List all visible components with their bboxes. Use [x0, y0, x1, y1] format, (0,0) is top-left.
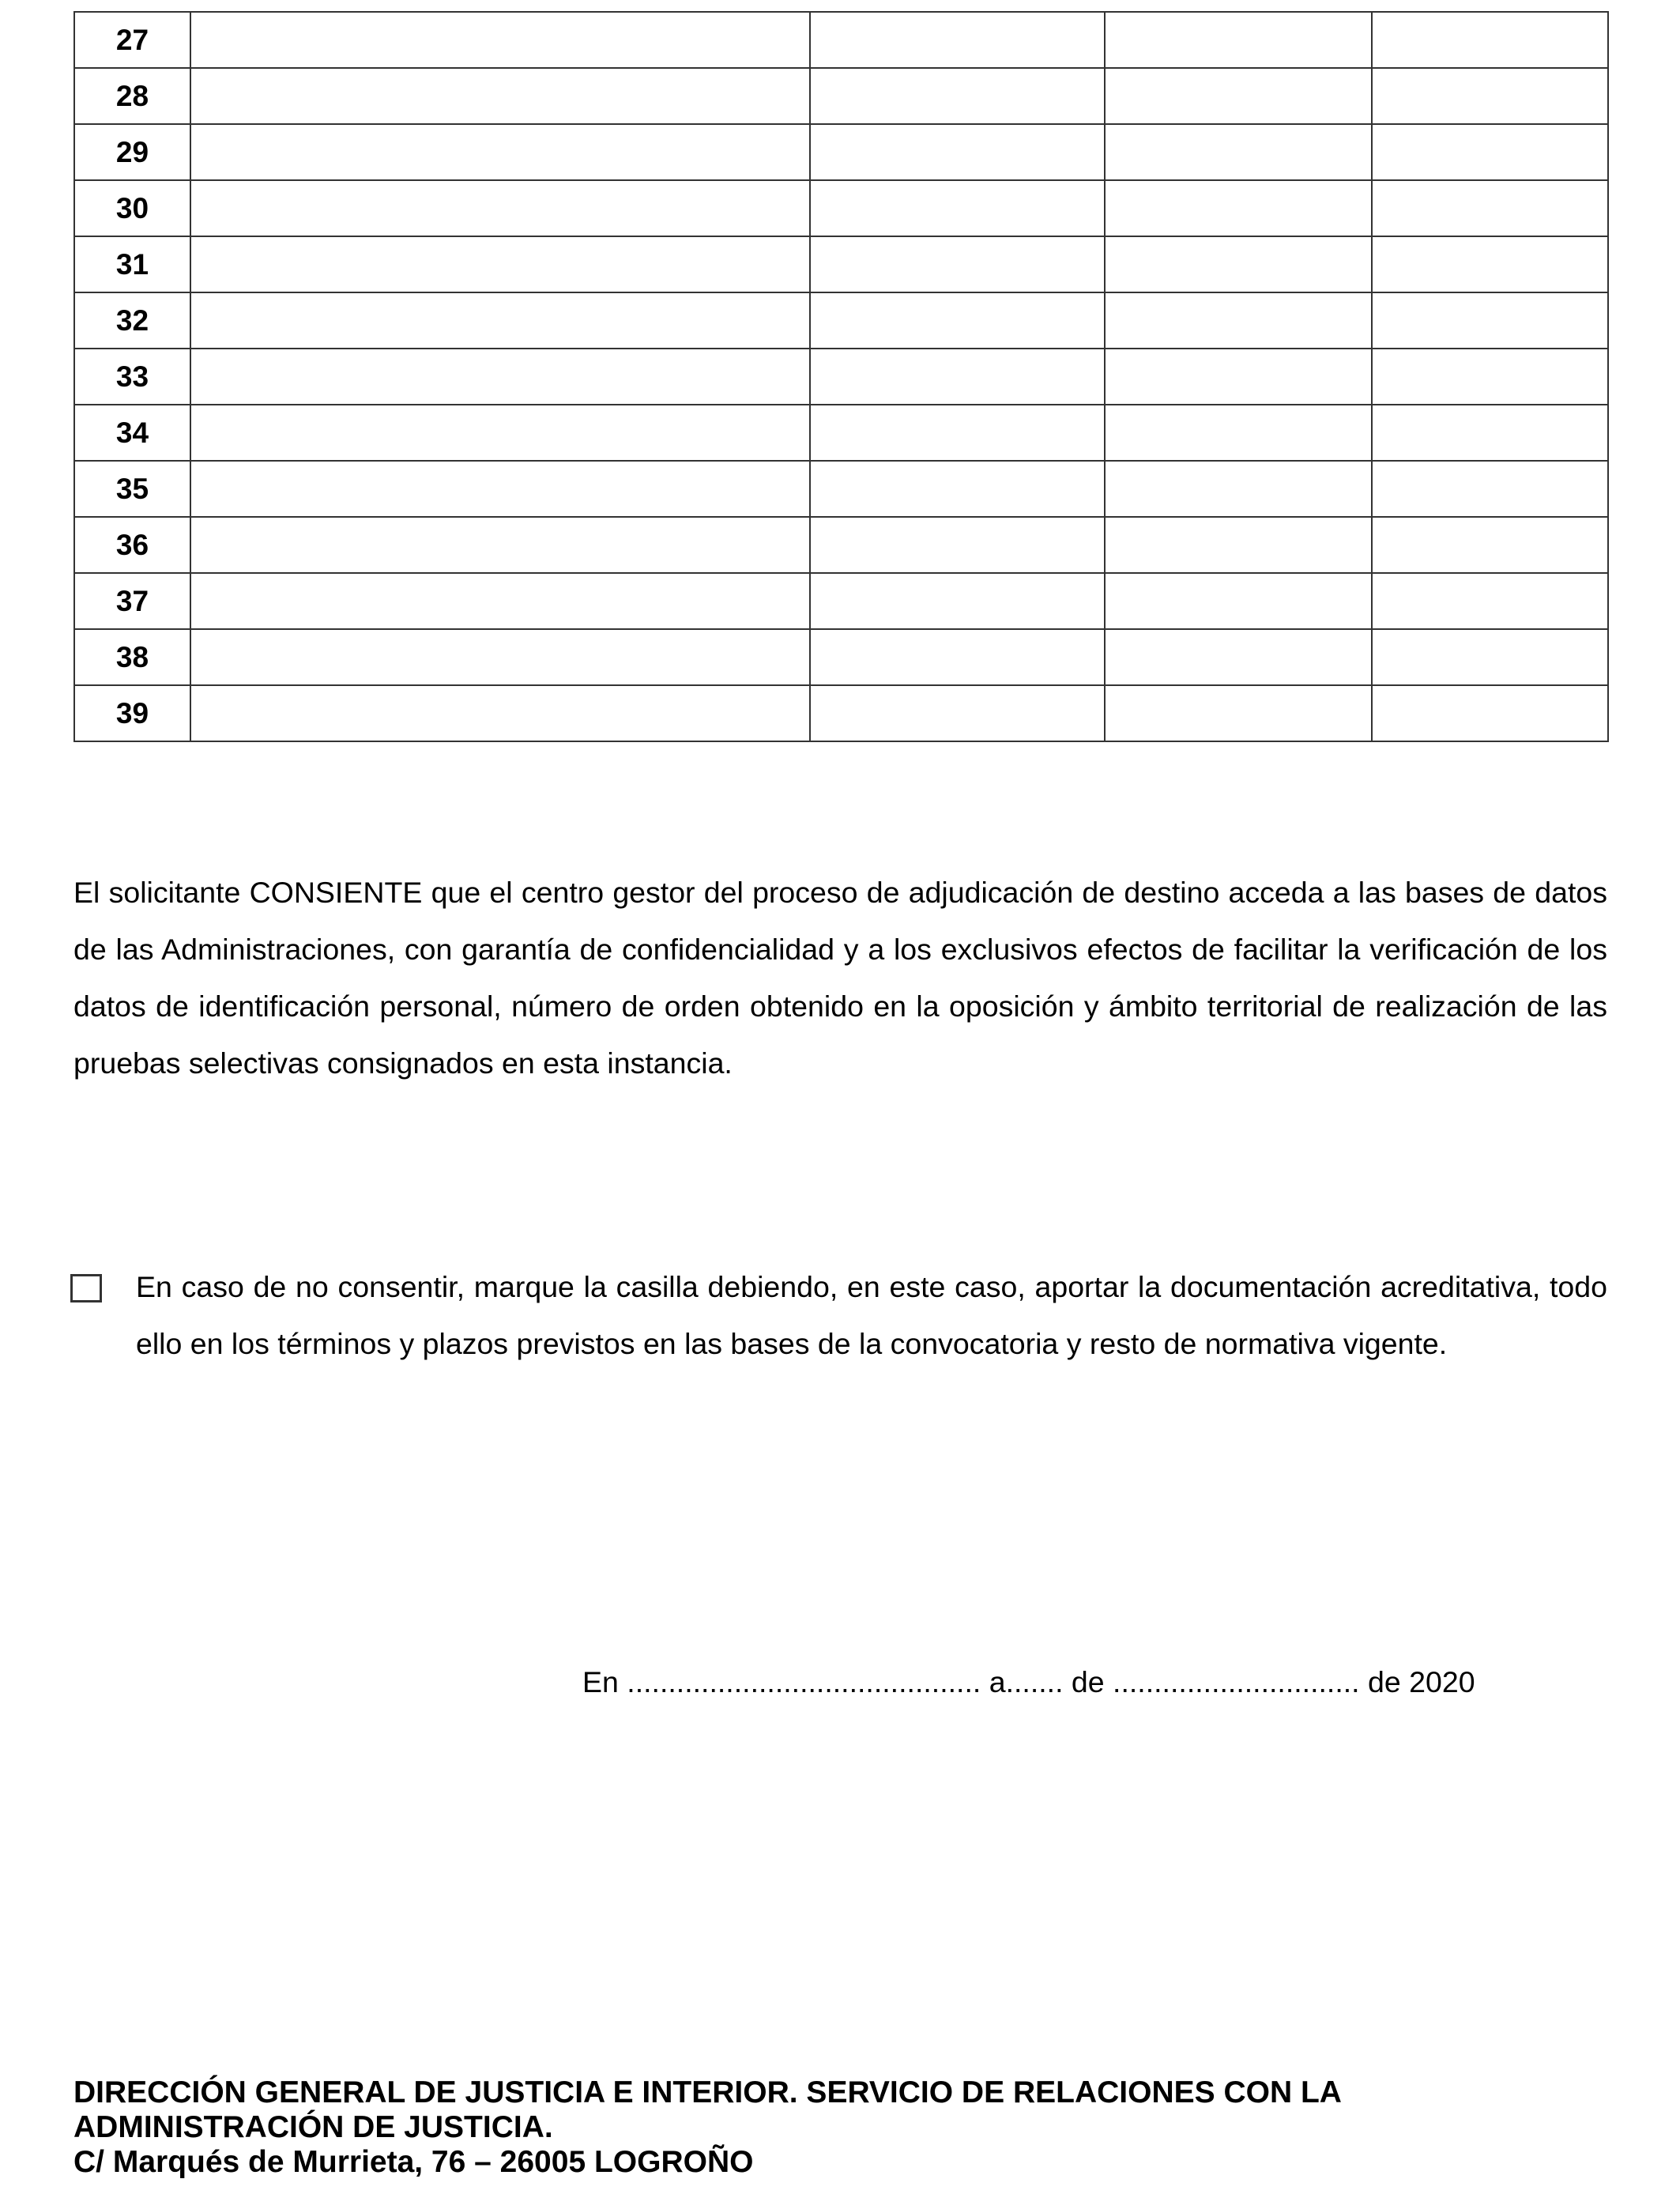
table-row: [74, 349, 1608, 405]
row-number: 28: [74, 68, 190, 124]
table-row: [74, 517, 1608, 573]
table-row: [74, 68, 1608, 124]
table-row: [74, 12, 1608, 68]
empty-cell[interactable]: [810, 629, 1105, 685]
empty-cell[interactable]: [190, 124, 810, 180]
empty-cell[interactable]: [1372, 236, 1608, 292]
row-number: 36: [74, 517, 190, 573]
empty-cell[interactable]: [190, 405, 810, 461]
destination-table: [73, 11, 1609, 742]
no-consent-paragraph: En caso de no consentir, marque la casilla debiendo, en este caso, aportar la documentación acreditativa, todo ello en los términos y plazos previstos en las bases de la convocatoria y resto de normativa vigente.: [136, 1270, 1607, 1360]
table-row: [74, 573, 1608, 629]
empty-cell[interactable]: [1105, 461, 1372, 517]
footer-line-3: C/ Marqués de Murrieta, 76 – 26005 LOGROÑO: [73, 2145, 754, 2179]
empty-cell[interactable]: [190, 629, 810, 685]
date-place-line: En ........................................... a....... de .............................. de 2020: [582, 1665, 1475, 1698]
empty-cell[interactable]: [190, 461, 810, 517]
empty-cell[interactable]: [810, 573, 1105, 629]
empty-cell[interactable]: [1372, 405, 1608, 461]
table-row: [74, 405, 1608, 461]
empty-cell[interactable]: [190, 685, 810, 741]
empty-cell[interactable]: [190, 180, 810, 236]
empty-cell[interactable]: [1372, 180, 1608, 236]
table-row: [74, 180, 1608, 236]
empty-cell[interactable]: [190, 517, 810, 573]
empty-cell[interactable]: [1372, 349, 1608, 405]
empty-cell[interactable]: [1105, 629, 1372, 685]
empty-cell[interactable]: [1105, 236, 1372, 292]
table-row: [74, 461, 1608, 517]
row-number: 39: [74, 685, 190, 741]
row-number: 38: [74, 629, 190, 685]
empty-cell[interactable]: [190, 68, 810, 124]
table-row: [74, 629, 1608, 685]
empty-cell[interactable]: [190, 573, 810, 629]
empty-cell[interactable]: [1372, 124, 1608, 180]
row-number: 33: [74, 349, 190, 405]
row-number: 30: [74, 180, 190, 236]
empty-cell[interactable]: [1105, 180, 1372, 236]
empty-cell[interactable]: [190, 349, 810, 405]
table-body: [74, 12, 1608, 741]
empty-cell[interactable]: [810, 405, 1105, 461]
footer-line-2: ADMINISTRACIÓN DE JUSTICIA.: [73, 2110, 553, 2144]
empty-cell[interactable]: [1372, 685, 1608, 741]
empty-cell[interactable]: [1105, 405, 1372, 461]
empty-cell[interactable]: [1372, 629, 1608, 685]
empty-cell[interactable]: [1105, 68, 1372, 124]
empty-cell[interactable]: [810, 124, 1105, 180]
empty-cell[interactable]: [190, 236, 810, 292]
table-row: [74, 292, 1608, 349]
table-row: [74, 685, 1608, 741]
footer-address: [73, 2075, 1607, 2180]
empty-cell[interactable]: [810, 236, 1105, 292]
row-number: 27: [74, 12, 190, 68]
empty-cell[interactable]: [810, 685, 1105, 741]
empty-cell[interactable]: [1372, 68, 1608, 124]
row-number: 37: [74, 573, 190, 629]
empty-cell[interactable]: [1105, 12, 1372, 68]
empty-cell[interactable]: [810, 461, 1105, 517]
consent-paragraph: El solicitante CONSIENTE que el centro gestor del proceso de adjudicación de destino acceda a las bases de datos de las Administraciones, con garantía de confidencialidad y a los exclusivos efectos de facilitar la verificación de los datos de identificación personal, número de orden obtenido en la oposición y ámbito territorial de realización de las pruebas selectivas consignados en esta instancia.: [73, 876, 1607, 1080]
row-number: 32: [74, 292, 190, 349]
footer-line-1: DIRECCIÓN GENERAL DE JUSTICIA E INTERIOR. SERVICIO DE RELACIONES CON LA: [73, 2075, 1342, 2109]
empty-cell[interactable]: [810, 349, 1105, 405]
empty-cell[interactable]: [1105, 517, 1372, 573]
empty-cell[interactable]: [810, 68, 1105, 124]
row-number: 29: [74, 124, 190, 180]
empty-cell[interactable]: [1372, 573, 1608, 629]
empty-cell[interactable]: [1105, 124, 1372, 180]
row-number: 34: [74, 405, 190, 461]
empty-cell[interactable]: [1105, 349, 1372, 405]
empty-cell[interactable]: [1372, 292, 1608, 349]
empty-cell[interactable]: [1105, 573, 1372, 629]
empty-cell[interactable]: [1372, 517, 1608, 573]
empty-cell[interactable]: [1372, 12, 1608, 68]
empty-cell[interactable]: [810, 180, 1105, 236]
empty-cell[interactable]: [810, 517, 1105, 573]
empty-cell[interactable]: [190, 292, 810, 349]
empty-cell[interactable]: [190, 12, 810, 68]
row-number: 31: [74, 236, 190, 292]
table-row: [74, 124, 1608, 180]
row-number: 35: [74, 461, 190, 517]
table-row: [74, 236, 1608, 292]
empty-cell[interactable]: [1105, 292, 1372, 349]
empty-cell[interactable]: [810, 292, 1105, 349]
empty-cell[interactable]: [1372, 461, 1608, 517]
empty-cell[interactable]: [810, 12, 1105, 68]
empty-cell[interactable]: [1105, 685, 1372, 741]
no-consent-checkbox[interactable]: [70, 1274, 102, 1302]
